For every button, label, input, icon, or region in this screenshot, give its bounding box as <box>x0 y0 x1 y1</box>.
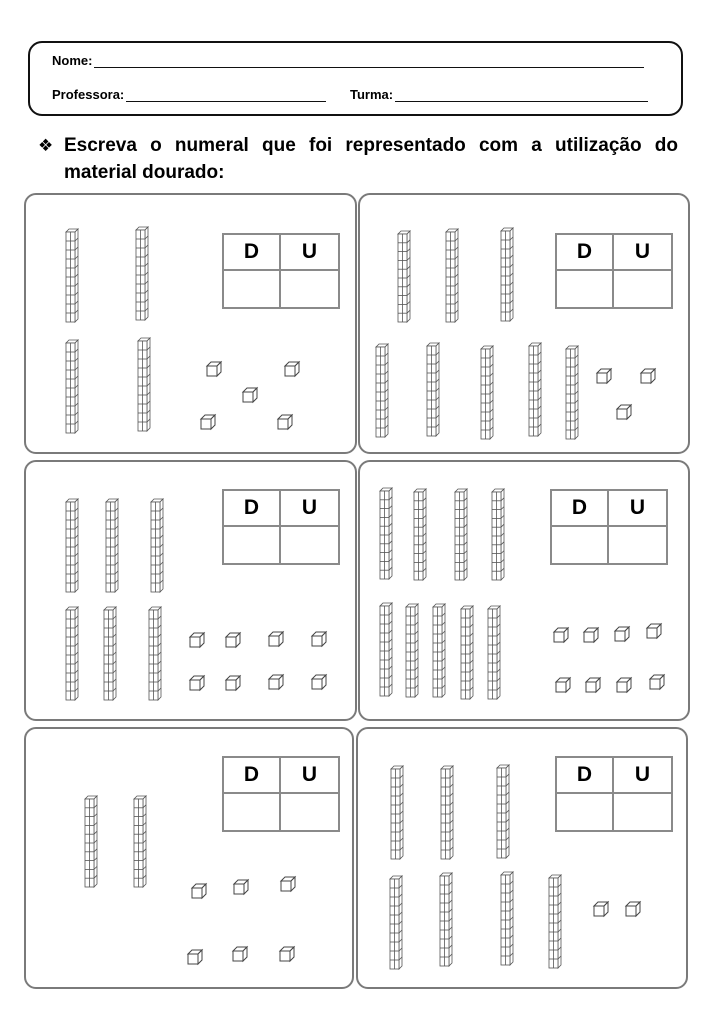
tens-answer-box[interactable] <box>552 527 609 563</box>
tens-header: D <box>224 758 281 794</box>
tens-answer-box[interactable] <box>224 271 281 307</box>
answer-table-3 <box>222 489 340 565</box>
tens-answer-box[interactable] <box>224 527 281 563</box>
units-answer-box[interactable] <box>281 794 338 830</box>
teacher-field[interactable] <box>52 87 326 102</box>
name-label: Nome: <box>52 53 93 68</box>
tens-header: D <box>557 758 614 794</box>
units-answer-box[interactable] <box>281 271 338 307</box>
answer-table-2 <box>555 233 673 309</box>
tens-header: D <box>552 491 609 527</box>
tens-answer-box[interactable] <box>557 794 614 830</box>
units-header: U <box>281 235 338 271</box>
teacher-label: Professora: <box>52 87 125 102</box>
answer-table-6 <box>555 756 673 832</box>
instruction <box>38 132 678 186</box>
name-field[interactable] <box>52 53 644 68</box>
answer-table-1 <box>222 233 340 309</box>
class-line <box>395 89 648 102</box>
tens-header: D <box>224 491 281 527</box>
units-header: U <box>614 758 671 794</box>
tens-answer-box[interactable] <box>224 794 281 830</box>
instruction-text: Escreva o numeral que foi representado com a utilização do material dourado: <box>64 135 678 183</box>
tens-header: D <box>557 235 614 271</box>
units-answer-box[interactable] <box>281 527 338 563</box>
tens-answer-box[interactable] <box>557 271 614 307</box>
class-field[interactable] <box>350 87 648 102</box>
tens-header: D <box>224 235 281 271</box>
units-header: U <box>281 758 338 794</box>
answer-table-5 <box>222 756 340 832</box>
answer-table-4 <box>550 489 668 565</box>
teacher-line <box>126 89 326 102</box>
units-answer-box[interactable] <box>614 794 671 830</box>
name-line <box>94 55 644 68</box>
units-header: U <box>281 491 338 527</box>
units-answer-box[interactable] <box>609 527 666 563</box>
units-header: U <box>609 491 666 527</box>
bullet-icon: ❖ <box>38 136 54 155</box>
units-answer-box[interactable] <box>614 271 671 307</box>
class-label: Turma: <box>350 87 394 102</box>
units-header: U <box>614 235 671 271</box>
student-info-box <box>28 41 683 116</box>
